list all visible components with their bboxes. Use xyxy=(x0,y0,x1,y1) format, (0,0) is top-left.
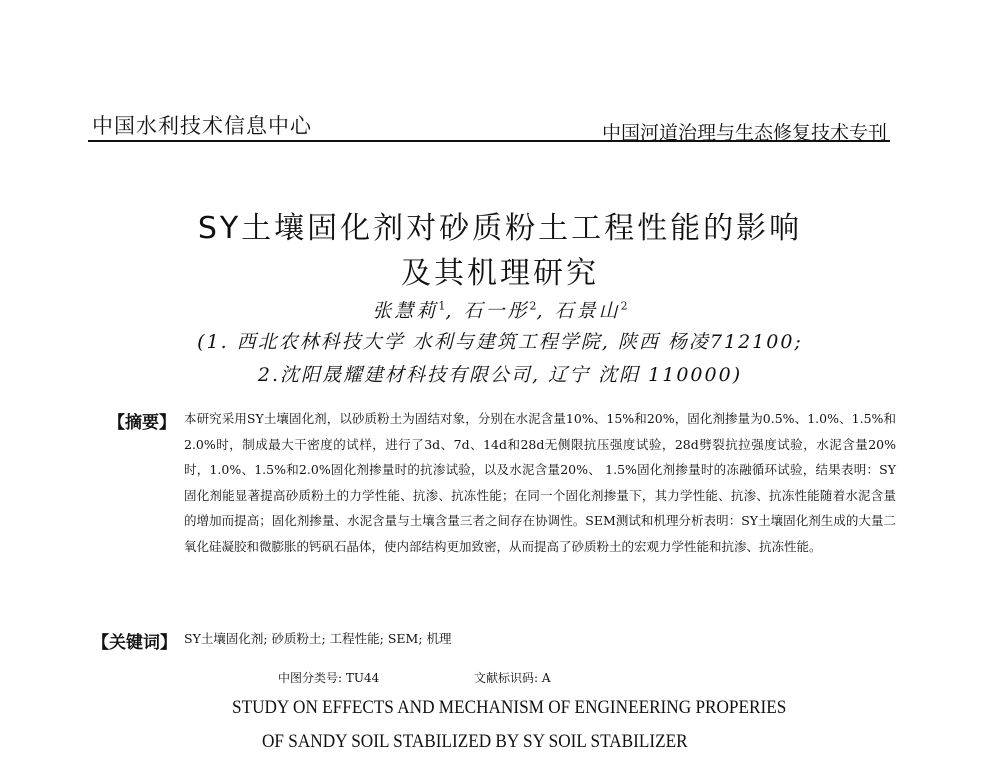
author-2 xyxy=(463,300,536,322)
english-title-line1: STUDY ON EFFECTS AND MECHANISM OF ENGINEERING PROPERIES xyxy=(232,698,787,718)
header-rule xyxy=(88,140,890,142)
affiliation-1: (1. 西北农林科技大学 水利与建筑工程学院, 陕西 杨凌712100; xyxy=(197,331,803,353)
author-1 xyxy=(372,300,445,322)
author-name: 石景山 xyxy=(554,300,621,322)
abstract-label: 【摘要】 xyxy=(108,413,176,433)
journal-publisher: 中国水利技术信息中心 xyxy=(92,114,312,138)
author-affiliation-mark: 2 xyxy=(620,299,628,313)
paper-title-line2: 及其机理研究 xyxy=(401,256,599,291)
keywords-label: 【关键词】 xyxy=(92,633,177,653)
journal-issue-title: 中国河道治理与生态修复技术专刊 xyxy=(601,122,887,144)
paper-title-line1: SY土壤固化剂对砂质粉土工程性能的影响 xyxy=(197,211,803,246)
author-affiliation-mark: 2 xyxy=(529,299,537,313)
author-affiliation-mark: 1 xyxy=(438,299,446,313)
author-name: 张慧莉 xyxy=(372,300,439,322)
abstract-text: 本研究采用SY土壤固化剂，以砂质粉土为固结对象，分别在水泥含量10%、15%和20%，固化剂掺量为0.5%、1.0%、1.5%和2.0%时，制成最大干密度的试样，进行了3d、7d、14d和28d无侧限抗压强度试验，28d劈裂抗拉强度试验，水泥含量20%时，1.0%、1.5%和2.0%固化剂掺量时的抗渗试验，以及水泥含量20%、 1.5%固化剂掺量时的冻融循环试验，结果表明：SY固化剂能显著提高砂质粉土的力学性能、抗渗、抗冻性能；在同一个固化剂掺量下，其力学性能、抗渗、抗冻性能随着水泥含量的增加而提高；固化剂掺量、水泥含量与土壤含量三者之间存在协调性。SEM测试和机理分析表明：SY土壤固化剂生成的大量二氧化硅凝胶和微膨胀的钙矾石晶体，使内部结构更加致密，从而提高了砂质粉土的宏观力学性能和抗渗、抗冻性能。 xyxy=(184,411,896,554)
clc-number: 中图分类号: TU44 xyxy=(278,671,380,685)
affiliation-2: 2.沈阳晟耀建材科技有限公司, 辽宁 沈阳 110000) xyxy=(257,364,743,386)
english-title-line2: OF SANDY SOIL STABILIZED BY SY SOIL STABILIZER xyxy=(262,732,688,752)
keywords-text: SY土壤固化剂; 砂质粉土; 工程性能; SEM; 机理 xyxy=(184,631,452,646)
document-code: 文献标识码: A xyxy=(474,671,551,685)
authors: 张慧莉$^1$, 石一彤$^2$, 石景山$^2$ xyxy=(372,299,628,322)
author-name: 石一彤 xyxy=(463,300,530,322)
author-3 xyxy=(555,300,628,322)
